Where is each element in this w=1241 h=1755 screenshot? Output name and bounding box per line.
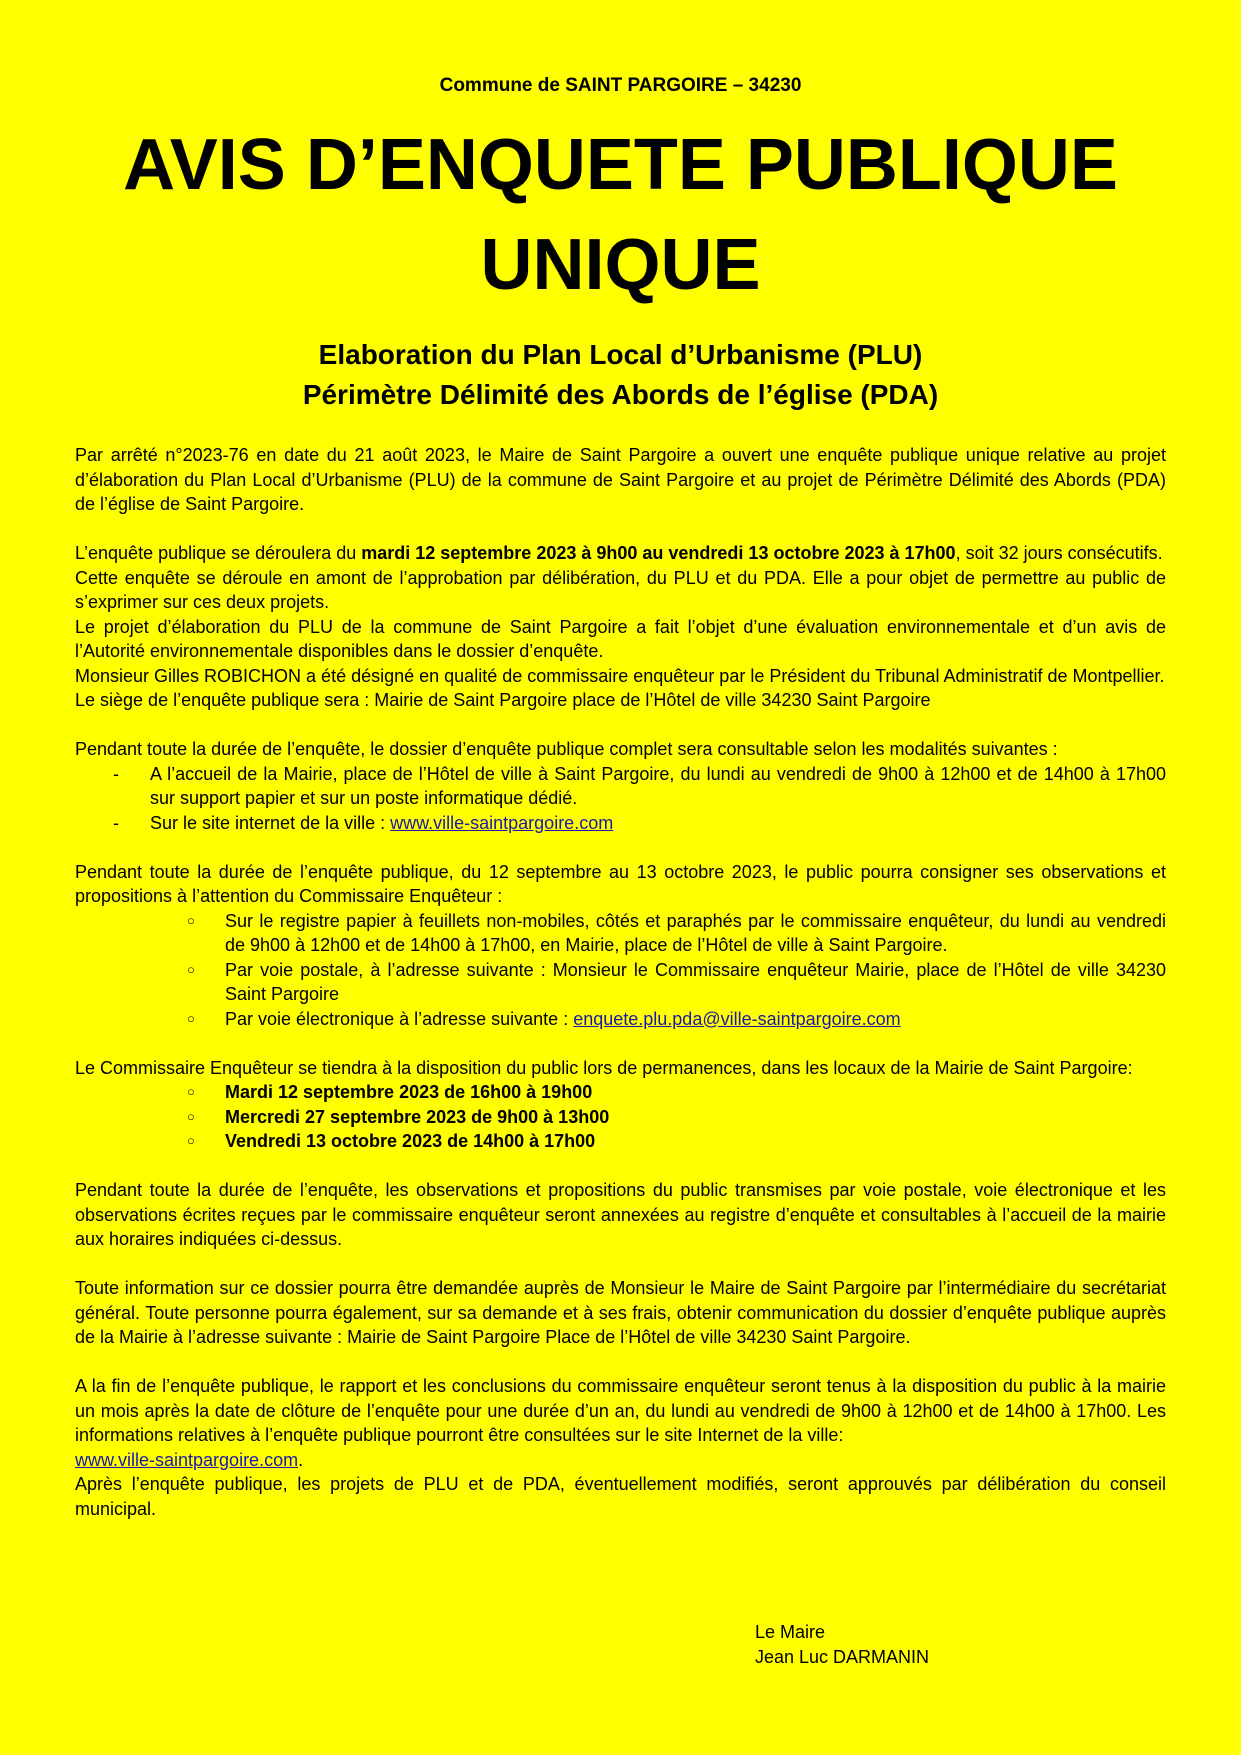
paragraph-commissaire: Monsieur Gilles ROBICHON a été désigné en qualité de commissaire enquêteur par le Président du Tribunal Administratif de Montpellier. [75, 665, 1165, 686]
website-link-2[interactable]: www.ville-saintpargoire.com [75, 1449, 299, 1470]
website-link[interactable]: www.ville-saintpargoire.com [390, 812, 614, 833]
paragraph-approbation: Après l’enquête publique, les projets de PLU et de PDA, éventuellement modifiés, seront approuvés par délibération du conseil municipal. [75, 1474, 1166, 1519]
dates-range: mardi 12 septembre 2023 à 9h00 au vendredi 13 octobre 2023 à 17h00 [361, 543, 956, 563]
paragraph-rapport: A la fin de l’enquête publique, le rapport et les conclusions du commissaire enquêteur seront tenus à la disposition du public à la mairie un mois après la date de clôture de l’enquête pour une durée d’un an, du lundi au vendredi de 9h00 à 12h00 et de 14h00 à 17h00. Les informations relatives à l’enquête publique pourront être consultées sur le site Internet de la ville: [75, 1376, 1166, 1445]
list-item: ○ Sur le registre papier à feuillets non-mobiles, côtés et paraphés par le commissaire enquêteur, du lundi au vendredi de 9h00 à 12h00 et de 14h00 à 17h00, en Mairie, place de l’Hôtel de ville à Saint Pargoire. [75, 909, 1166, 958]
email-link[interactable]: enquete.plu.pda@ville-saintpargoire.com [573, 1008, 901, 1029]
paragraph-information: Toute information sur ce dossier pourra être demandée auprès de Monsieur le Maire de Saint Pargoire par l’intermédiaire du secrétariat général. Toute personne pourra également, sur sa demande et à ses frais, obtenir communication du dossier d’enquête publique auprès de la Mairie à l’adresse suivante : Mairie de Saint Pargoire Place de l’Hôtel de ville 34230 Saint Pargoire. [75, 1278, 1166, 1347]
page-title [75, 115, 1166, 315]
observations-list [75, 909, 1166, 1032]
website-period: . [298, 1449, 304, 1470]
signature-block [755, 1620, 929, 1670]
title-line-2: UNIQUE [480, 225, 761, 305]
notice-body [75, 443, 1166, 1521]
list-item: ○ Mardi 12 septembre 2023 de 16h00 à 19h00 [75, 1080, 1166, 1105]
permanences-list [75, 1080, 1166, 1154]
paragraph-annexes: Pendant toute la durée de l’enquête, les observations et propositions du public transmises par voie postale, voie électronique et les observations écrites reçues par le commissaire enquêteur seront annexées au registre d’enquête et consultables à l’accueil de la mairie aux horaires indiquées ci-dessus. [75, 1180, 1166, 1249]
list-item: ○ Mercredi 27 septembre 2023 de 9h00 à 13h00 [75, 1105, 1166, 1130]
paragraph-evaluation: Le projet d’élaboration du PLU de la commune de Saint Pargoire a fait l’objet d’une évaluation environnementale et d’un avis de l’Autorité environnementale disponibles dans le dossier d’enquête. [75, 616, 1166, 661]
title-line-1: AVIS D’ENQUETE PUBLIQUE [123, 125, 1118, 205]
signature-role: Le Maire [755, 1622, 826, 1642]
list-item [75, 811, 1166, 836]
list-item: ○ Vendredi 13 octobre 2023 de 14h00 à 17h00 [75, 1129, 1166, 1154]
subtitle [75, 335, 1166, 415]
dates-intro: L’enquête publique se déroulera du [75, 543, 362, 563]
paragraph-arrete: Par arrêté n°2023-76 en date du 21 août 2023, le Maire de Saint Pargoire a ouvert une enquête publique unique relative au projet d’élaboration du Plan Local d’Urbanisme (PLU) de la commune de Saint Pargoire et au projet de Périmètre Délimité des Abords (PDA) de l’église de Saint Pargoire. [75, 445, 1166, 514]
dates-outro: , soit 32 jours consécutifs. [955, 543, 1163, 563]
consultation-list [75, 762, 1166, 836]
list-item: - A l’accueil de la Mairie, place de l’Hôtel de ville à Saint Pargoire, du lundi au vendredi de 9h00 à 12h00 et de 14h00 à 17h00 sur support papier et sur un poste informatique dédié. [75, 762, 1166, 811]
paragraph-website [75, 1448, 1166, 1473]
signature-name: Jean Luc DARMANIN [755, 1647, 930, 1667]
paragraph-dates [75, 541, 1166, 566]
paragraph-consultation: Pendant toute la durée de l’enquête, le dossier d’enquête publique complet sera consultable selon les modalités suivantes : [75, 739, 1058, 759]
subtitle-line-1: Elaboration du Plan Local d’Urbanisme (PLU) [318, 339, 923, 370]
subtitle-line-2: Périmètre Délimité des Abords de l’église (PDA) [302, 379, 939, 410]
paragraph-siege: Le siège de l’enquête publique sera : Mairie de Saint Pargoire place de l’Hôtel de ville 34230 Saint Pargoire [75, 690, 931, 710]
paragraph-objet: Cette enquête se déroule en amont de l’approbation par délibération, du PLU et du PDA. Elle a pour objet de permettre au public de s’exprimer sur ces deux projets. [75, 567, 1166, 612]
paragraph-permanences: Le Commissaire Enquêteur se tiendra à la disposition du public lors de permanences, dans les locaux de la Mairie de Saint Pargoire: [75, 1057, 1133, 1078]
list-item [75, 1007, 1166, 1032]
list-item: ○ Par voie postale, à l’adresse suivante : Monsieur le Commissaire enquêteur Mairie, place de l’Hôtel de ville 34230 Saint Pargoire [75, 958, 1166, 1007]
paragraph-observations: Pendant toute la durée de l’enquête publique, du 12 septembre au 13 octobre 2023, le public pourra consigner ses observations et propositions à l’attention du Commissaire Enquêteur : [75, 861, 1166, 906]
email-intro: Par voie électronique à l’adresse suivante : [225, 1008, 574, 1029]
website-intro: Sur le site internet de la ville : [150, 812, 391, 833]
commune-header: Commune de SAINT PARGOIRE – 34230 [439, 75, 802, 96]
